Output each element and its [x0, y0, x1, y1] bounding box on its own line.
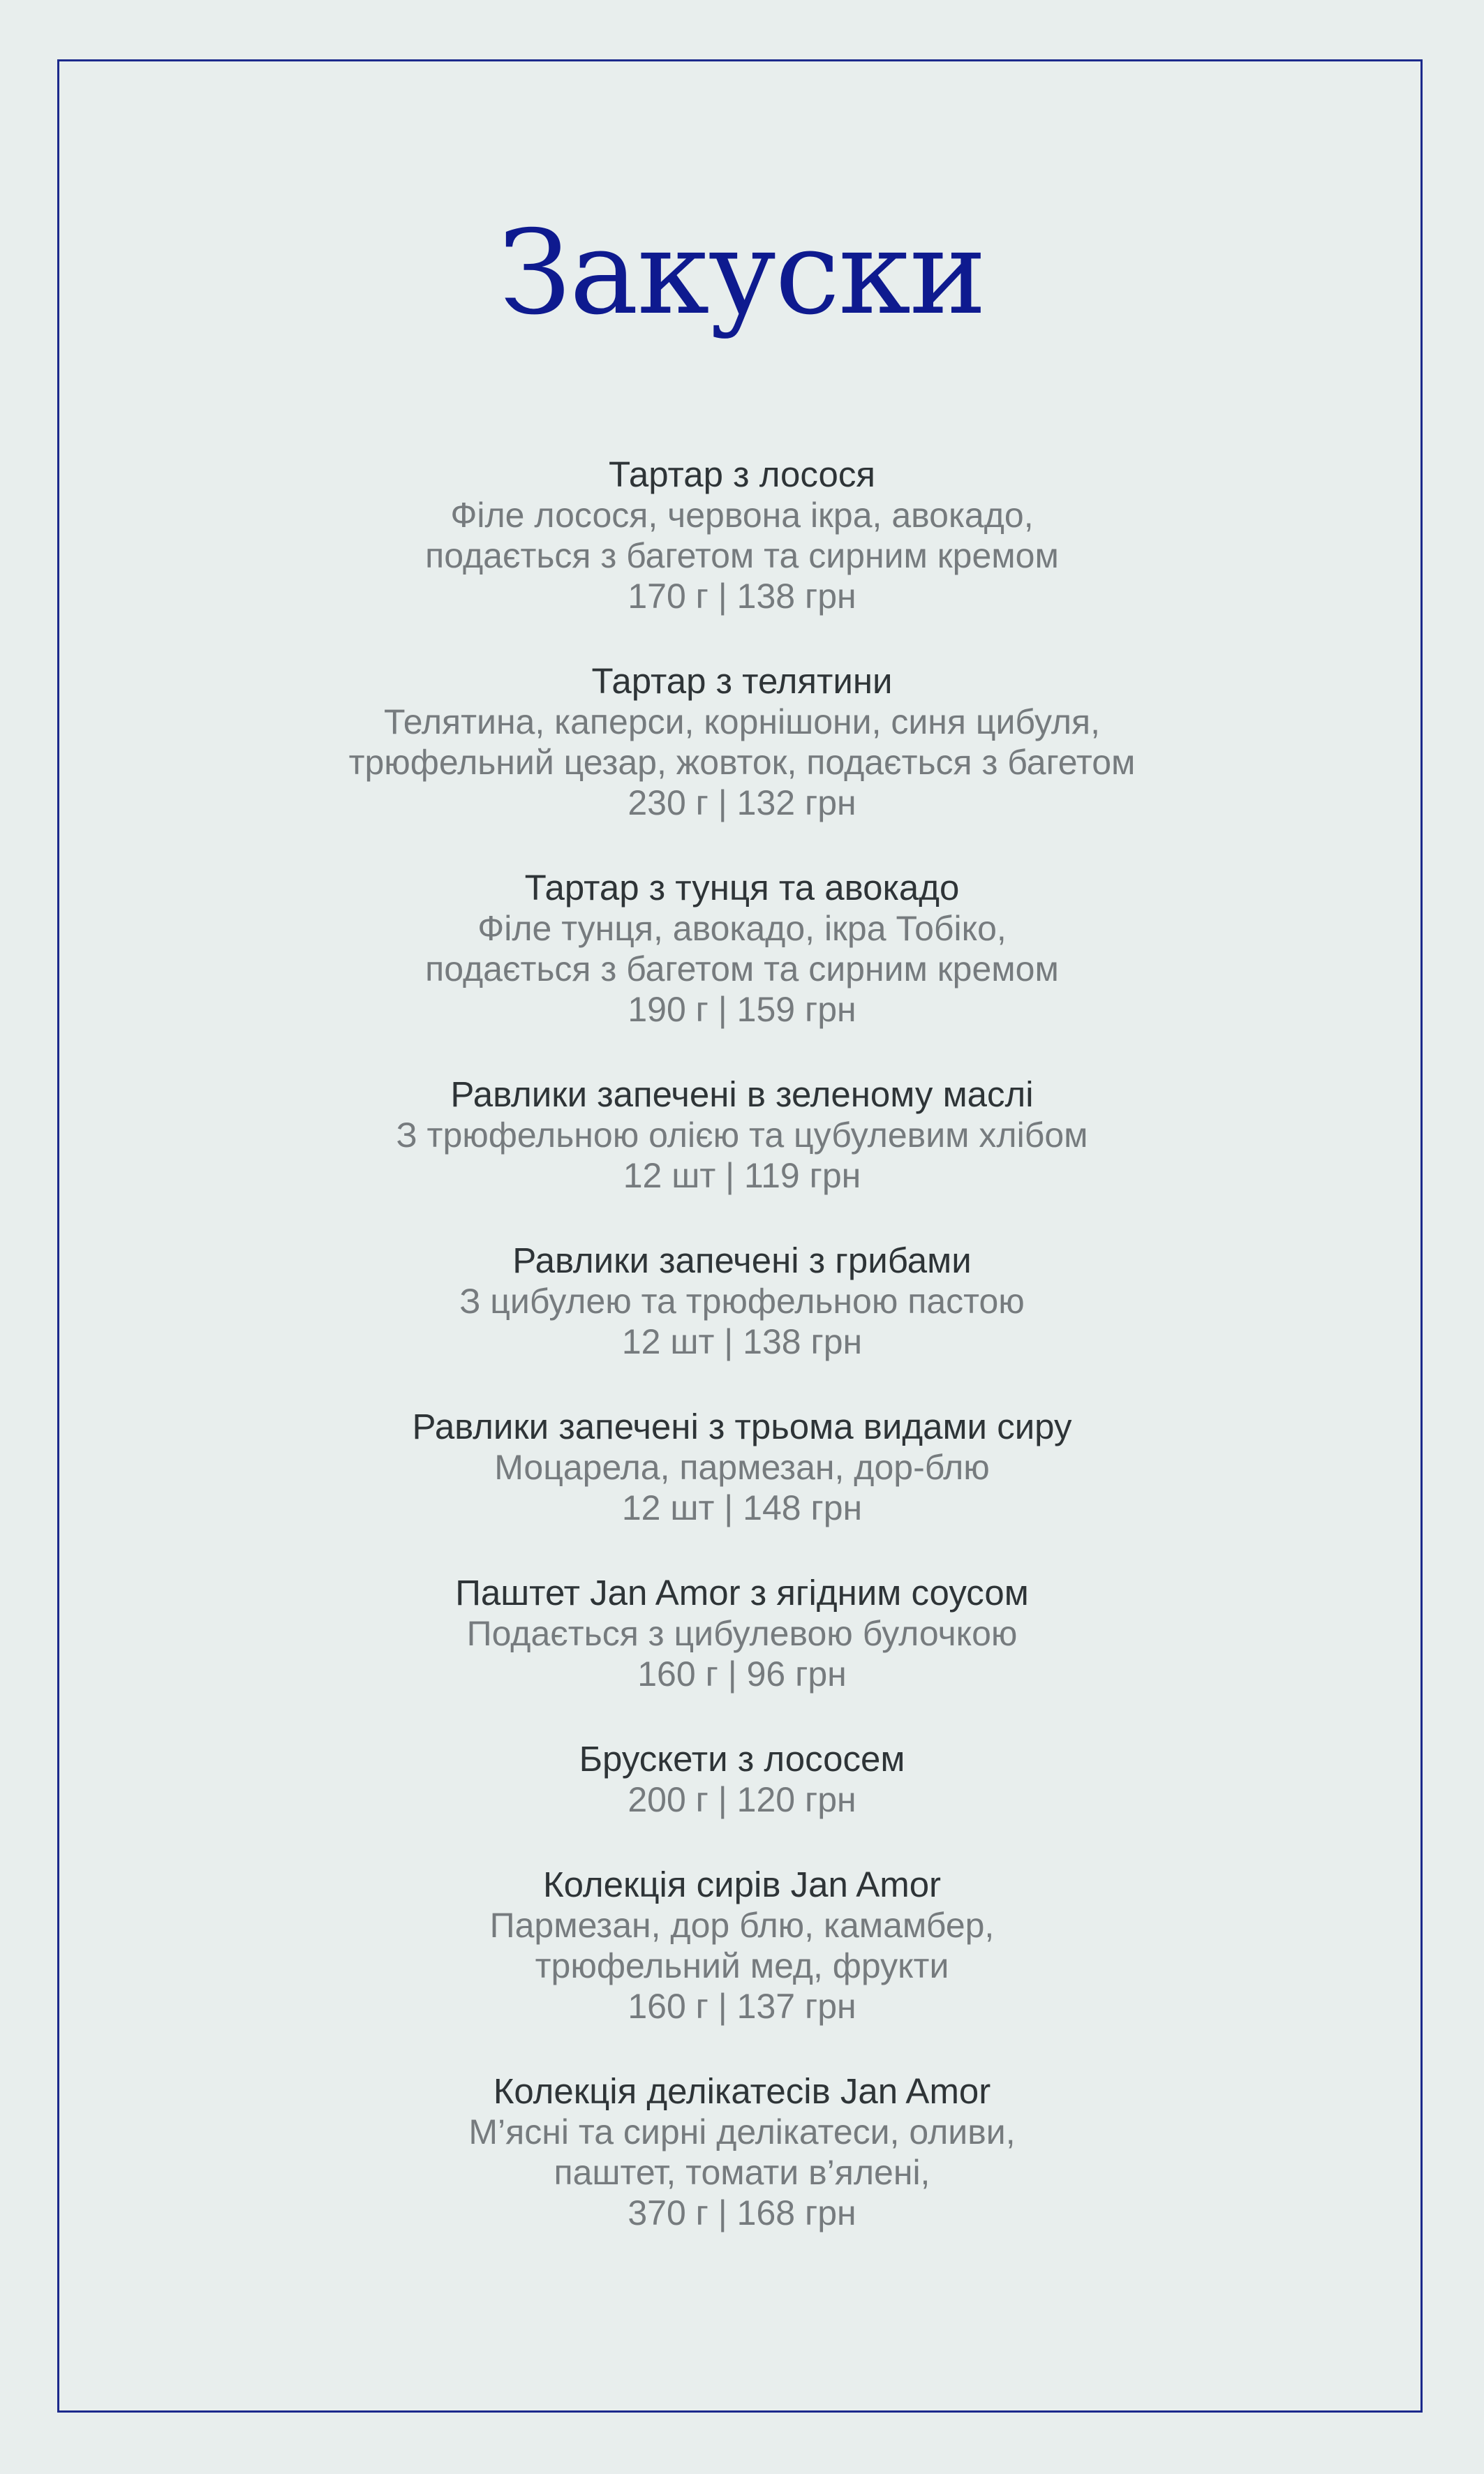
- menu-item-price: 230 г | 132 грн: [628, 783, 856, 822]
- page-title: Закуски: [498, 206, 986, 341]
- menu-item-name: Брускети з лососем: [579, 1739, 905, 1779]
- menu-item-description: Філе лосося, червона ікра, авокадо,: [450, 496, 1034, 535]
- menu-item-description: Пармезан, дор блю, камамбер,: [489, 1906, 995, 1945]
- menu-item: [0, 1573, 1484, 1694]
- menu-item-price: 170 г | 138 грн: [628, 577, 856, 616]
- menu-item-name: Равлики запечені з трьома видами сиру: [412, 1407, 1072, 1446]
- menu-item: [0, 1240, 1484, 1362]
- menu-item-name: Паштет Jan Amor з ягідним соусом: [455, 1573, 1029, 1613]
- menu-item-price: 12 шт | 119 грн: [623, 1156, 861, 1195]
- menu-item-description: Подається з цибулевою булочкою: [466, 1614, 1018, 1653]
- menu-item-description: подається з багетом та сирним кремом: [425, 536, 1059, 575]
- menu-item: [0, 454, 1484, 616]
- menu-item-description: паштет, томати в’ялені,: [554, 2153, 930, 2192]
- menu-item-name: Равлики запечені з грибами: [512, 1240, 972, 1280]
- menu-item-description: З трюфельною олією та цубулевим хлібом: [396, 1116, 1088, 1155]
- menu-item-description: З цибулею та трюфельною пастою: [459, 1282, 1025, 1321]
- menu-item: [0, 661, 1484, 823]
- menu-item-price: 12 шт | 148 грн: [621, 1488, 863, 1527]
- menu-item: [0, 1407, 1484, 1528]
- menu-item-description: Моцарела, пармезан, дор-блю: [494, 1448, 990, 1487]
- menu-item: [0, 1739, 1484, 1820]
- menu-item-name: Тартар з лосося: [609, 454, 875, 494]
- menu-item-description: трюфельний мед, фрукти: [535, 1946, 949, 1985]
- menu-item-description: Телятина, каперси, корнішони, синя цибуля,: [383, 702, 1101, 741]
- menu-item-name: Тартар з телятини: [591, 661, 893, 701]
- menu-item-name: Тартар з тунця та авокадо: [524, 868, 960, 908]
- menu-item-description: трюфельний цезар, жовток, подається з багетом: [348, 743, 1136, 782]
- appetizers-menu-list: [0, 454, 1484, 2278]
- menu-item: [0, 868, 1484, 1030]
- menu-item-price: 12 шт | 138 грн: [621, 1322, 863, 1361]
- menu-item-name: Колекція делікатесів Jan Amor: [493, 2071, 991, 2111]
- menu-item-description: М’ясні та сирні делікатеси, оливи,: [468, 2112, 1016, 2151]
- menu-item-price: 160 г | 137 грн: [628, 1987, 856, 2026]
- menu-item-name: Колекція сирів Jan Amor: [542, 1865, 942, 1904]
- menu-item: [0, 1865, 1484, 2027]
- menu-item-price: 160 г | 96 грн: [637, 1654, 847, 1694]
- menu-item-price: 370 г | 168 грн: [628, 2193, 856, 2232]
- menu-item-description: подається з багетом та сирним кремом: [425, 949, 1059, 988]
- menu-item-price: 190 г | 159 грн: [628, 990, 856, 1029]
- menu-item-name: Равлики запечені в зеленому маслі: [450, 1074, 1034, 1114]
- menu-item-price: 200 г | 120 грн: [628, 1780, 856, 1819]
- menu-item: [0, 2071, 1484, 2233]
- menu-item-description: Філе тунця, авокадо, ікра Тобіко,: [477, 909, 1007, 948]
- menu-item: [0, 1074, 1484, 1196]
